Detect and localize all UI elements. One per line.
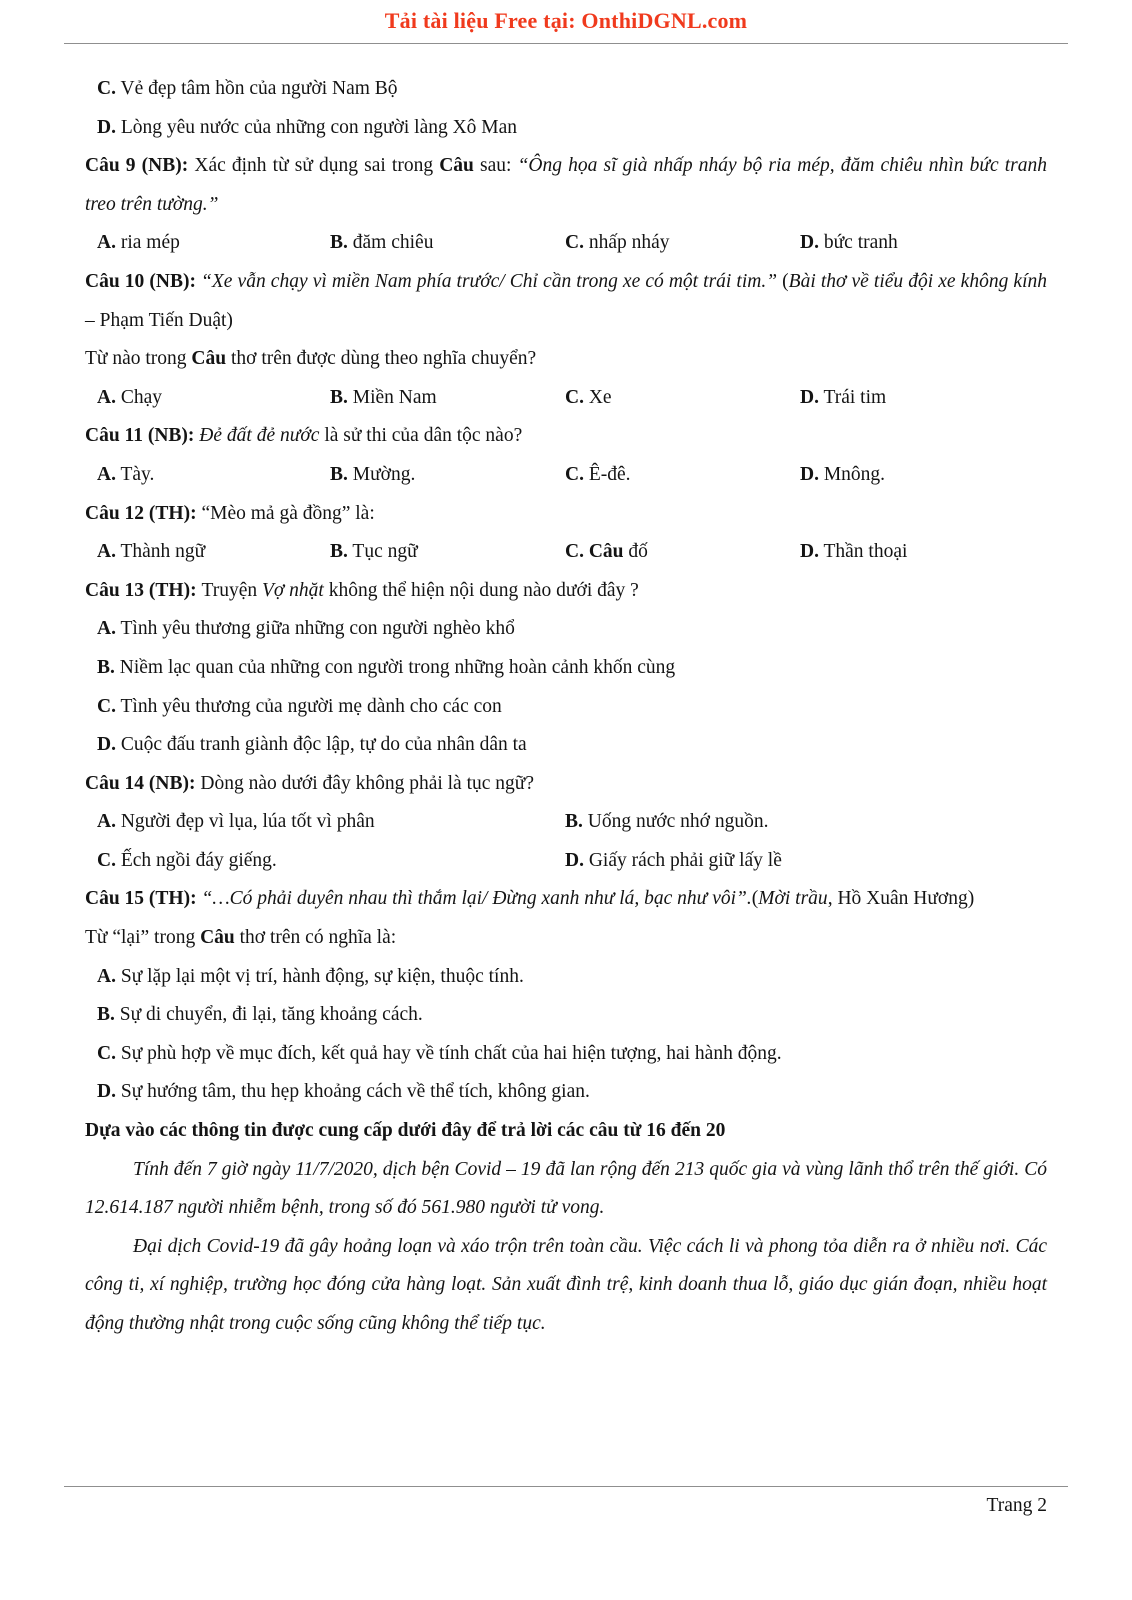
question-followup xyxy=(85,919,1047,958)
text-run: Tình yêu thương của người mẹ dành cho các con xyxy=(115,695,502,717)
text-run: C. xyxy=(97,695,116,717)
question-text xyxy=(85,765,1047,804)
text-run: C. xyxy=(565,232,584,254)
text-run: B. xyxy=(330,232,348,254)
text-run: D. xyxy=(800,463,819,485)
text-run: B. xyxy=(330,463,348,485)
text-run: D. xyxy=(800,541,819,563)
text-run: A. xyxy=(97,618,116,640)
answer-option xyxy=(330,456,565,495)
question-text xyxy=(85,495,1047,534)
text-run: là sử thi của dân tộc nào? xyxy=(319,425,523,447)
text-run: B. xyxy=(97,656,115,678)
text-run: Câu xyxy=(439,155,474,177)
answer-options-row xyxy=(85,803,1047,842)
text-run: Vẻ đẹp tâm hồn của người Nam Bộ xyxy=(115,78,398,99)
question-text xyxy=(85,263,1047,340)
answer-option xyxy=(97,533,330,572)
answer-option-line xyxy=(85,109,1047,148)
text-run: Sự phù hợp về mục đích, kết quả hay về tính chất của hai hiện tượng, hai hành động. xyxy=(115,1042,782,1064)
text-run: Tính đến 7 giờ ngày 11/7/2020, dịch bện Covid – 19 đã lan rộng đến 213 quốc gia và vùng lãnh thổ trên thế giới. Có 12.614.187 người nhiễm bệnh, trong số đó 561.980 người tử vong. xyxy=(85,1158,1047,1219)
document-body xyxy=(85,70,1047,1344)
text-run: A. xyxy=(97,965,116,987)
text-run: “Mèo mả gà đồng” là: xyxy=(201,502,375,524)
answer-option-line xyxy=(85,996,1047,1035)
text-run: C. xyxy=(97,78,116,99)
question-text xyxy=(85,572,1047,611)
answer-option xyxy=(97,379,330,418)
question-text xyxy=(85,147,1047,224)
text-run: D. xyxy=(800,386,819,408)
text-run: Ếch ngồi đáy giếng. xyxy=(115,849,277,871)
text-run: thơ trên được dùng theo nghĩa chuyển? xyxy=(226,348,537,370)
text-run: Dựa vào các thông tin được cung cấp dưới đây để trả lời các câu từ 16 đến 20 xyxy=(85,1120,726,1142)
text-run: Mời trầu xyxy=(758,888,828,910)
question-text xyxy=(85,417,1047,456)
page-number: Trang 2 xyxy=(986,1495,1047,1516)
text-run: D. xyxy=(97,1081,116,1103)
question-followup xyxy=(85,340,1047,379)
text-run: ( xyxy=(751,888,759,910)
text-run: Tày. xyxy=(115,463,155,485)
text-run: D. xyxy=(97,734,116,756)
answer-option xyxy=(800,224,1047,263)
text-run: B. xyxy=(330,386,348,408)
text-run: Đại dịch Covid-19 đã gây hoảng loạn và xáo trộn trên toàn cầu. Việc cách li và phong tỏa diễn ra ở nhiều nơi. Các công ti, xí nghiệp, trường học đóng cửa hàng loạt. Sản xuất đình trệ, kinh doanh thua lỗ, giáo dục gián đoạn, nhiều hoạt động thường nhật trong cuộc sống cũng không thể tiếp tục. xyxy=(85,1235,1047,1334)
text-run: Câu 14 (NB): xyxy=(85,772,201,794)
text-run: C. xyxy=(565,386,584,408)
text-run: Xác định từ sử dụng sai trong xyxy=(194,155,440,177)
text-run: C. xyxy=(97,1042,116,1064)
text-run: Câu 15 (TH): xyxy=(85,888,202,910)
text-run: B. xyxy=(565,811,583,833)
answer-option xyxy=(565,456,800,495)
answer-option xyxy=(97,224,330,263)
text-run: Câu 10 (NB): xyxy=(85,270,202,292)
text-run: Bài thơ về tiểu đội xe không kính xyxy=(788,270,1047,292)
text-run: Cuộc đấu tranh giành độc lập, tự do của nhân dân ta xyxy=(115,734,527,756)
answer-option-line xyxy=(85,610,1047,649)
text-run: Miền Nam xyxy=(347,386,437,408)
answer-option xyxy=(565,842,1047,881)
answer-option-line xyxy=(85,726,1047,765)
text-run: Từ “lại” trong xyxy=(85,927,201,949)
text-run: A. xyxy=(97,541,116,563)
answer-option xyxy=(97,803,565,842)
text-run: “…Có phải duyên nhau thì thắm lại/ Đừng xanh như lá, bạc như vôi”. xyxy=(201,888,752,910)
answer-option xyxy=(800,379,1047,418)
text-run: C. xyxy=(565,541,584,563)
text-run: Câu xyxy=(200,927,235,949)
text-run: D. xyxy=(565,849,584,871)
passage-paragraph xyxy=(85,1151,1047,1228)
text-run: Vợ nhặt xyxy=(261,579,324,601)
page-footer xyxy=(0,1486,1132,1517)
answer-option xyxy=(97,456,330,495)
text-run: Đẻ đất đẻ nước xyxy=(199,425,320,447)
text-run: Thành ngữ xyxy=(115,541,206,563)
text-run: Tục ngữ xyxy=(347,541,418,563)
answer-option xyxy=(565,533,800,572)
text-run: sau: xyxy=(473,155,518,177)
answer-option-line xyxy=(85,649,1047,688)
text-run: Dòng nào dưới đây không phải là tục ngữ? xyxy=(200,772,535,794)
text-run: Niềm lạc quan của những con người trong những hoàn cảnh khốn cùng xyxy=(114,656,676,678)
text-run: , Hồ Xuân Hương) xyxy=(827,888,975,910)
answer-option xyxy=(330,224,565,263)
text-run: B. xyxy=(330,541,348,563)
text-run: thơ trên có nghĩa là: xyxy=(234,927,397,949)
text-run: – Phạm Tiến Duật) xyxy=(85,309,233,331)
text-run: Câu xyxy=(191,348,227,370)
text-run: Trái tim xyxy=(818,386,887,408)
text-run: Sự di chuyển, đi lại, tăng khoảng cách. xyxy=(114,1004,423,1026)
text-run: C. xyxy=(565,463,584,485)
question-text xyxy=(85,880,1047,919)
text-run: A. xyxy=(97,811,116,833)
footer-divider xyxy=(64,1486,1068,1487)
text-run: Mường. xyxy=(347,463,416,485)
text-run: không thể hiện nội dung nào dưới đây ? xyxy=(323,579,639,601)
passage-paragraph xyxy=(85,1228,1047,1344)
text-run: C. xyxy=(97,849,116,871)
answer-options-row xyxy=(85,842,1047,881)
answer-option xyxy=(330,533,565,572)
answer-option-line xyxy=(85,688,1047,727)
text-run: Sự hướng tâm, thu hẹp khoảng cách về thể tích, không gian. xyxy=(115,1081,590,1103)
text-run: Câu 9 (NB): xyxy=(85,155,195,177)
text-run: Tình yêu thương giữa những con người nghèo khổ xyxy=(115,618,515,640)
answer-option xyxy=(330,379,565,418)
text-run: B. xyxy=(97,1004,115,1026)
text-run: “Ông họa sĩ già nhấp nháy bộ ria mép, đăm chiêu nhìn bức tranh treo trên tường.” xyxy=(85,155,1047,215)
header-title: Tải tài liệu Free tại: OnthiDGNL.com xyxy=(384,8,748,33)
text-run: Uống nước nhớ nguồn. xyxy=(582,811,769,833)
text-run: Câu 13 (TH): xyxy=(85,579,202,601)
answer-option-line xyxy=(85,1035,1047,1074)
answer-option-line xyxy=(85,70,1047,109)
answer-option xyxy=(800,533,1047,572)
text-run: bức tranh xyxy=(818,232,898,254)
header-divider xyxy=(64,43,1068,44)
answer-option xyxy=(800,456,1047,495)
info-heading xyxy=(85,1112,1047,1151)
text-run: A. xyxy=(97,386,116,408)
text-run: Chạy xyxy=(115,386,163,408)
page-header xyxy=(0,0,1132,44)
text-run: Giấy rách phải giữ lấy lề xyxy=(583,849,782,871)
text-run: A. xyxy=(97,463,116,485)
answer-options-row xyxy=(85,533,1047,572)
text-run: Ê-đê. xyxy=(583,463,631,485)
answer-options-row xyxy=(85,224,1047,263)
text-run: Mnông. xyxy=(818,463,886,485)
text-run: Câu xyxy=(588,541,624,563)
text-run: đăm chiêu xyxy=(347,232,434,254)
answer-options-row xyxy=(85,379,1047,418)
text-run: nhấp nháy xyxy=(583,232,670,254)
answer-option-line xyxy=(85,1073,1047,1112)
answer-option xyxy=(97,842,565,881)
text-run: A. xyxy=(97,232,116,254)
text-run: đố xyxy=(623,541,648,563)
text-run: Xe xyxy=(583,386,612,408)
text-run: Sự lặp lại một vị trí, hành động, sự kiện, thuộc tính. xyxy=(115,965,524,987)
text-run: ria mép xyxy=(115,232,180,254)
text-run: Câu 11 (NB): xyxy=(85,425,200,447)
answer-option-line xyxy=(85,958,1047,997)
answer-options-row xyxy=(85,456,1047,495)
answer-option xyxy=(565,803,1047,842)
text-run: Lòng yêu nước của những con người làng Xô Man xyxy=(115,116,518,138)
answer-option xyxy=(565,379,800,418)
text-run: Câu 12 (TH): xyxy=(85,502,202,524)
text-run: D. xyxy=(800,232,819,254)
text-run: ( xyxy=(777,270,789,292)
text-run: Từ nào trong xyxy=(85,348,192,370)
text-run: D. xyxy=(97,116,116,138)
text-run: Người đẹp vì lụa, lúa tốt vì phân xyxy=(115,811,375,833)
answer-option xyxy=(565,224,800,263)
text-run: “Xe vẫn chạy vì miền Nam phía trước/ Chỉ cần trong xe có một trái tim.” xyxy=(201,270,778,292)
text-run: Truyện xyxy=(201,579,262,601)
text-run: Thần thoại xyxy=(818,541,908,563)
